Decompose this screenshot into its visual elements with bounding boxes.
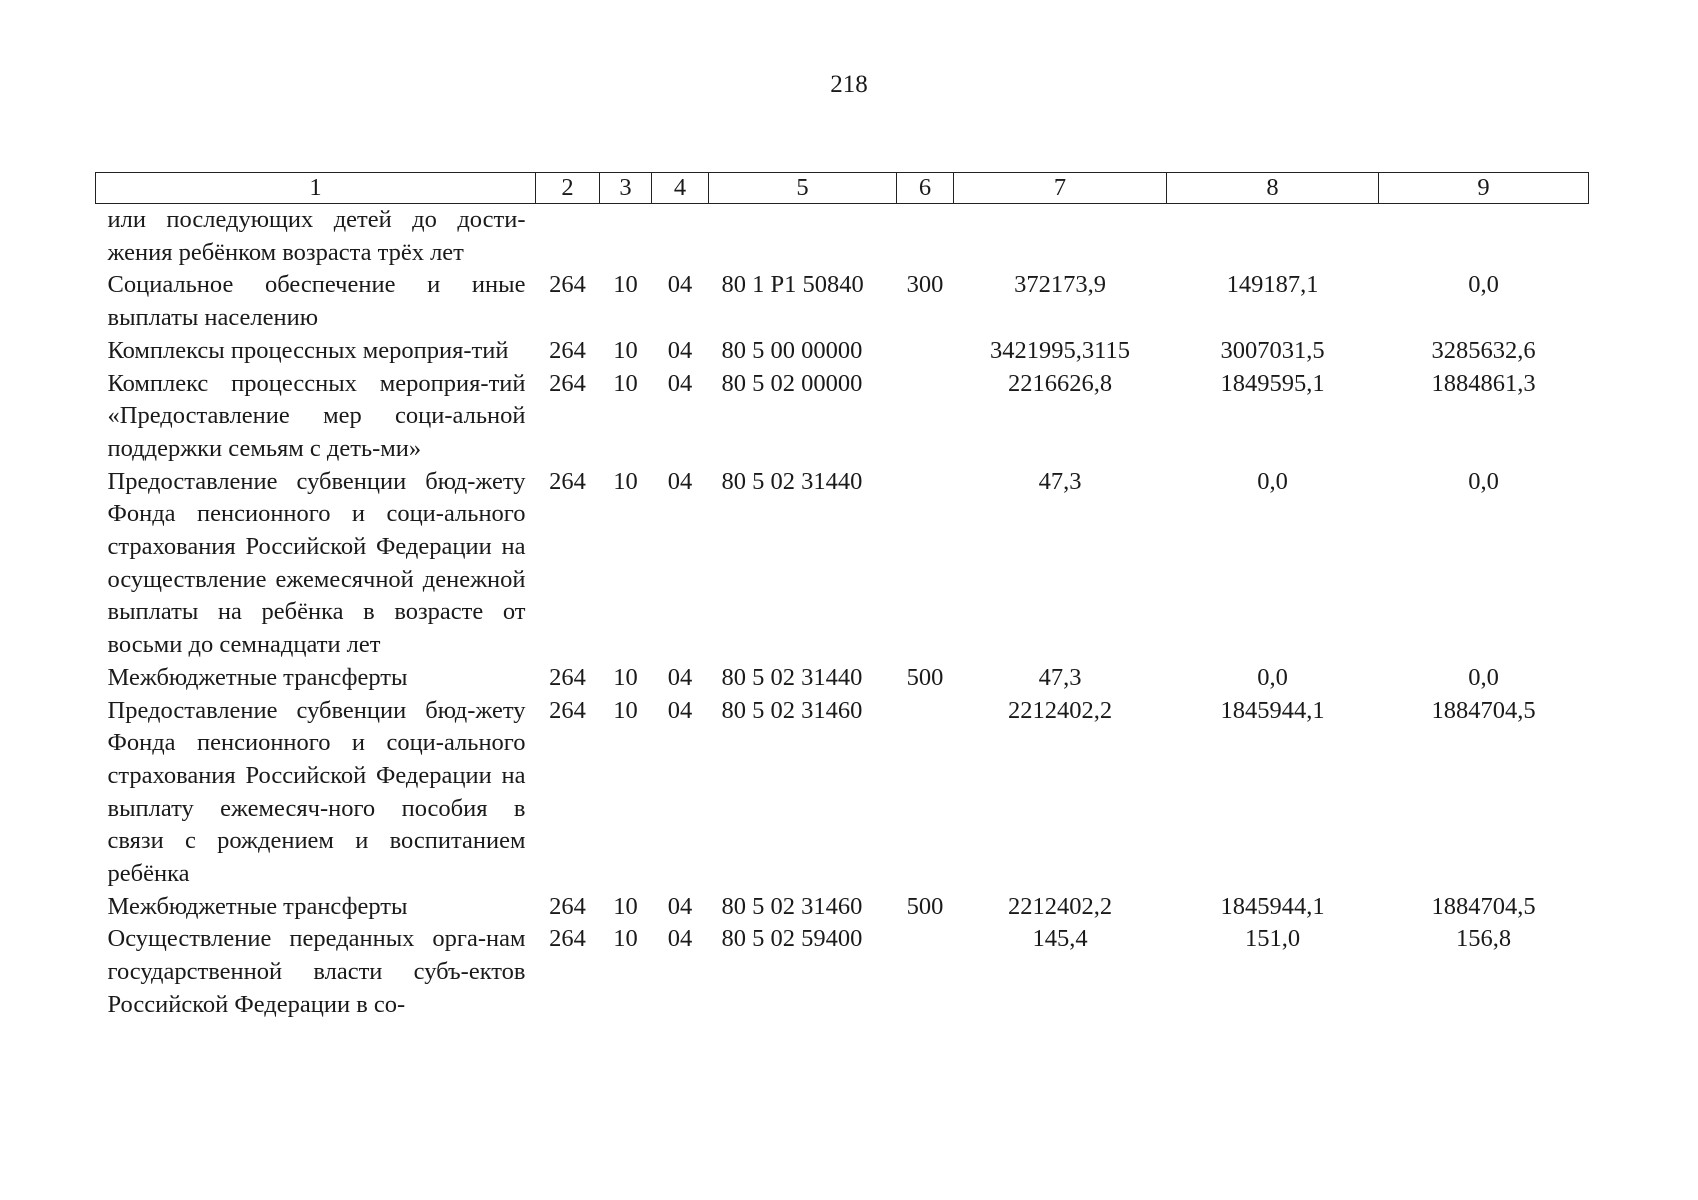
row-ministry-code: 264 xyxy=(549,925,586,953)
row-amount-col9: 1884704,5 xyxy=(1431,696,1536,724)
row-subsection: 04 xyxy=(667,467,693,495)
table-row xyxy=(96,204,1589,270)
row-amount-col8 xyxy=(1167,204,1379,270)
row-section: 10 xyxy=(613,467,638,495)
row-amount-col9: 156,8 xyxy=(1455,925,1512,953)
row-target-article: 80 5 02 31440 xyxy=(721,467,863,495)
column-header-7: 7 xyxy=(954,173,1167,204)
row-amount-col8: 151,0 xyxy=(1244,925,1301,953)
row-description: Предоставление субвенции бюд-жету Фонда пенсионного и соци-ального страхования Российской Федерации на выплату ежемесяч-ного пособия в связи с рождением и воспитанием ребёнка xyxy=(107,696,526,888)
row-subsection: 04 xyxy=(667,696,693,724)
row-ministry-code: 264 xyxy=(549,336,586,364)
row-description: Комплексы процессных мероприя-тий xyxy=(107,336,509,364)
row-target-article: 80 1 Р1 50840 xyxy=(721,271,864,299)
table-row xyxy=(96,662,1589,695)
row-target-article xyxy=(709,204,897,270)
table-body xyxy=(96,204,1589,1022)
row-amount-col8: 1849595,1 xyxy=(1220,369,1325,397)
row-amount-col7: 2216626,8 xyxy=(1007,369,1113,397)
row-subsection: 04 xyxy=(667,892,693,920)
row-amount-col7: 145,4 xyxy=(1032,925,1088,953)
column-header-6: 6 xyxy=(897,173,954,204)
row-target-article: 80 5 02 00000 xyxy=(721,369,863,397)
row-description: или последующих детей до дости-жения ребёнком возраста трёх лет xyxy=(107,206,526,266)
row-amount-col9: 1884861,3 xyxy=(1431,369,1536,397)
table-row xyxy=(96,695,1589,891)
table-row xyxy=(96,923,1589,1021)
row-section: 10 xyxy=(613,271,638,299)
row-subsection: 04 xyxy=(667,369,693,397)
row-amount-col7: 47,3 xyxy=(1038,467,1082,495)
row-expense-type xyxy=(897,368,954,466)
row-amount-col8: 1845944,1 xyxy=(1220,892,1325,920)
row-amount-col8: 0,0 xyxy=(1257,467,1288,495)
row-section: 10 xyxy=(613,369,638,397)
row-expense-type xyxy=(897,923,954,1021)
row-amount-col8: 3007031,5 xyxy=(1220,336,1325,364)
row-section: 10 xyxy=(613,663,638,691)
row-amount-col7: 3421995,3115 xyxy=(990,336,1130,364)
row-description: Комплекс процессных мероприя-тий «Предоставление мер соци-альной поддержки семьям с деть-ми» xyxy=(107,369,526,462)
row-expense-type: 500 xyxy=(906,892,944,920)
row-description: Осуществление переданных орга-нам государственной власти субъ-ектов Российской Федерации в со- xyxy=(107,925,526,1018)
row-target-article: 80 5 00 00000 xyxy=(721,336,863,364)
row-amount-col9: 0,0 xyxy=(1468,663,1499,691)
page-number: 218 xyxy=(830,71,868,98)
row-description: Предоставление субвенции бюд-жету Фонда пенсионного и соци-ального страхования Российской Федерации на осуществление ежемесячной денежной выплаты на ребёнка в возрасте от восьми до семнадцати лет xyxy=(107,467,526,659)
table-row xyxy=(96,466,1589,662)
row-expense-type: 300 xyxy=(906,271,944,299)
row-expense-type: 500 xyxy=(906,663,944,691)
row-subsection: 04 xyxy=(667,336,693,364)
row-target-article: 80 5 02 31460 xyxy=(721,892,863,920)
row-description: Межбюджетные трансферты xyxy=(107,892,408,920)
row-amount-col9: 1884704,5 xyxy=(1431,892,1536,920)
row-amount-col9: 0,0 xyxy=(1468,271,1499,299)
column-header-9: 9 xyxy=(1379,173,1589,204)
budget-table xyxy=(95,172,1589,1022)
row-expense-type xyxy=(897,695,954,891)
row-section: 10 xyxy=(613,696,638,724)
row-description: Межбюджетные трансферты xyxy=(107,663,408,691)
column-header-5: 5 xyxy=(709,173,897,204)
row-description: Социальное обеспечение и иные выплаты населению xyxy=(107,271,526,332)
row-ministry-code xyxy=(536,204,600,270)
row-ministry-code: 264 xyxy=(549,892,586,920)
column-header-4: 4 xyxy=(652,173,709,204)
row-ministry-code: 264 xyxy=(549,663,586,691)
row-expense-type xyxy=(897,466,954,662)
row-subsection: 04 xyxy=(667,925,693,953)
header-row xyxy=(96,173,1589,204)
row-ministry-code: 264 xyxy=(549,467,586,495)
row-amount-col9: 3285632,6 xyxy=(1431,336,1536,364)
table-header xyxy=(96,173,1589,204)
row-amount-col8: 1845944,1 xyxy=(1220,696,1325,724)
row-section xyxy=(600,204,652,270)
row-amount-col9 xyxy=(1379,204,1589,270)
row-amount-col7: 47,3 xyxy=(1038,663,1082,691)
row-section: 10 xyxy=(613,925,638,953)
row-target-article: 80 5 02 59400 xyxy=(721,925,863,953)
row-subsection: 04 xyxy=(667,271,693,299)
row-ministry-code: 264 xyxy=(549,696,586,724)
column-header-3: 3 xyxy=(600,173,652,204)
row-section: 10 xyxy=(613,892,638,920)
row-amount-col8: 0,0 xyxy=(1257,663,1288,691)
column-header-2: 2 xyxy=(536,173,600,204)
table-row xyxy=(96,335,1589,368)
row-target-article: 80 5 02 31440 xyxy=(721,663,863,691)
row-section: 10 xyxy=(613,336,638,364)
row-amount-col7: 372173,9 xyxy=(1014,271,1106,299)
row-subsection xyxy=(652,204,709,270)
table-row xyxy=(96,891,1589,924)
column-header-1: 1 xyxy=(96,173,536,204)
row-amount-col9: 0,0 xyxy=(1468,467,1499,495)
row-target-article: 80 5 02 31460 xyxy=(721,696,863,724)
row-ministry-code: 264 xyxy=(549,271,586,299)
row-amount-col7: 2212402,2 xyxy=(1007,696,1113,724)
row-amount-col7 xyxy=(954,204,1167,270)
row-amount-col8: 149187,1 xyxy=(1226,271,1319,299)
row-ministry-code: 264 xyxy=(549,369,586,397)
column-header-8: 8 xyxy=(1167,173,1379,204)
row-amount-col7: 2212402,2 xyxy=(1007,892,1113,920)
table-row xyxy=(96,269,1589,334)
row-expense-type xyxy=(897,335,954,368)
table-row xyxy=(96,368,1589,466)
row-subsection: 04 xyxy=(667,663,693,691)
row-expense-type xyxy=(897,204,954,270)
